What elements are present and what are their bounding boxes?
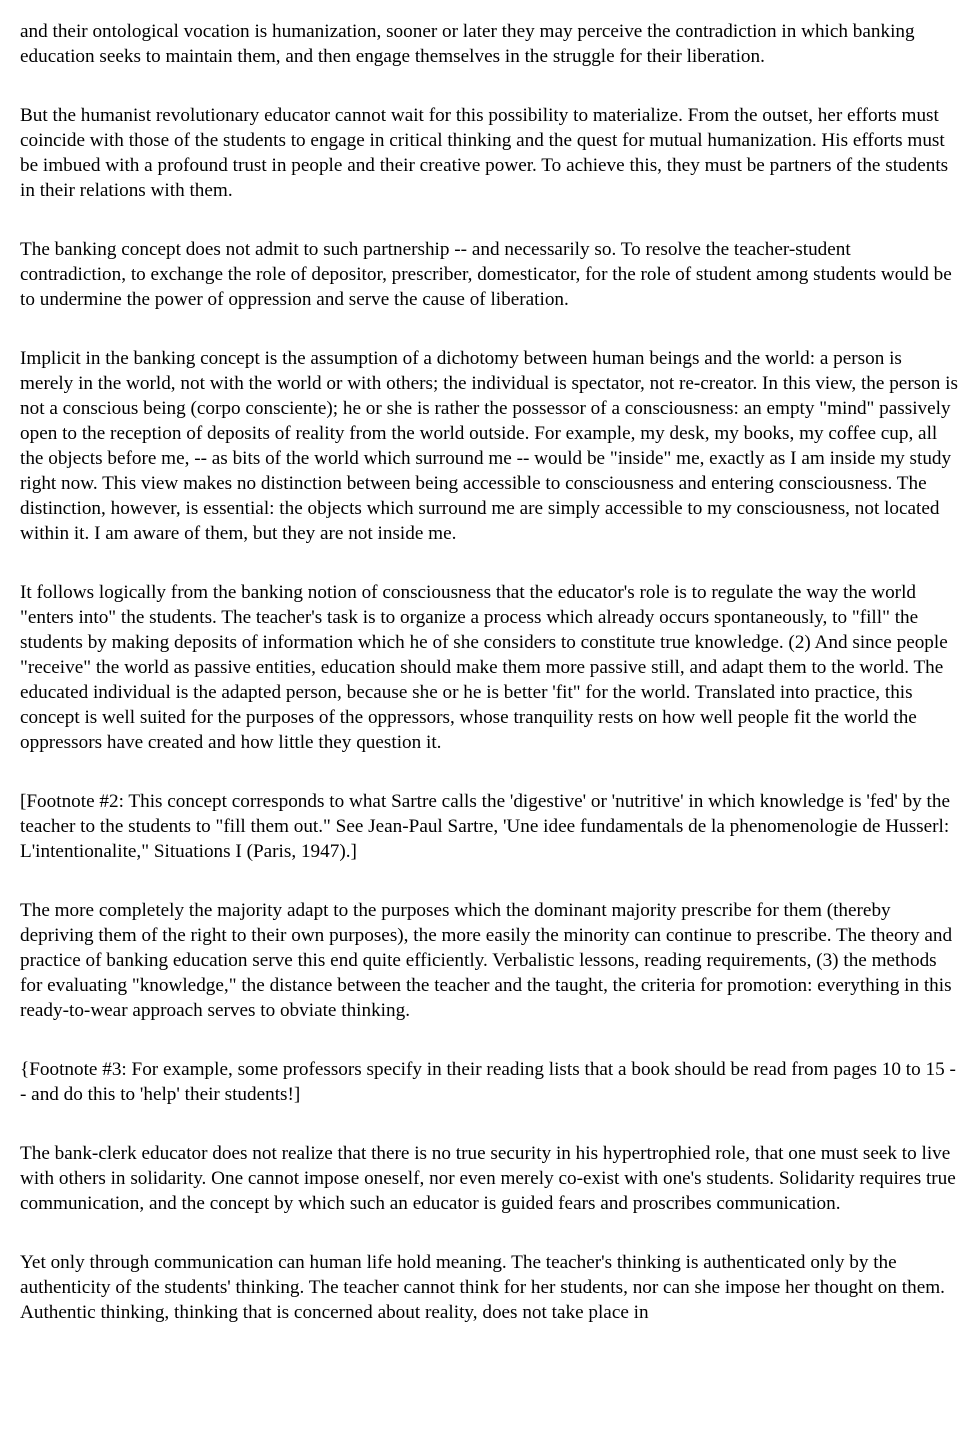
paragraph-8: Yet only through communication can human life hold meaning. The teacher's thinking is authenticated only by the authenticity of the students' thinking. The teacher cannot think for her students, nor can she impose her thought on them. Authentic thinking, thinking that is concerned about reality, does not take place in <box>20 1252 945 1323</box>
paragraph-6: The more completely the majority adapt to the purposes which the dominant majority prescribe for them (thereby depriving them of the right to their own purposes), the more easily the minority can continue to prescribe. The theory and practice of banking education serve this end quite efficiently. Verbalistic lessons, reading requirements, (3) the methods for evaluating "knowledge," the distance between the teacher and the taught, the criteria for promotion: everything in this ready-to-wear approach serves to obviate thinking. <box>20 900 953 1021</box>
paragraph-5: It follows logically from the banking notion of consciousness that the educator's role is to regulate the way the world "enters into" the students. The teacher's task is to organize a process which already occurs spontaneously, to "fill" the students by making deposits of information which he of she considers to constitute true knowledge. (2) And since people "receive" the world as passive entities, education should make them more passive still, and adapt them to the world. The educated individual is the adapted person, because she or he is better 'fit" for the world. Translated into practice, this concept is well suited for the purposes of the oppressors, whose tranquility rests on how well people fit the world the oppressors have created and how little they question it. <box>20 582 948 753</box>
paragraph-3: The banking concept does not admit to such partnership -- and necessarily so. To resolve the teacher-student contradiction, to exchange the role of depositor, prescriber, domesticator, for the role of student among students would be to undermine the power of oppression and serve the cause of liberation. <box>20 239 952 310</box>
paragraph-4: Implicit in the banking concept is the assumption of a dichotomy between human beings and the world: a person is merely in the world, not with the world or with others; the individual is spectator, not re-creator. In this view, the person is not a conscious being (corpo consciente); he or she is rather the possessor of a consciousness: an empty "mind" passively open to the reception of deposits of reality from the world outside. For example, my desk, my books, my coffee cup, all the objects before me, -- as bits of the world which surround me -- would be "inside" me, exactly as I am inside my study right now. This view makes no distinction between being accessible to consciousness and entering consciousness. The distinction, however, is essential: the objects which surround me are simply accessible to my consciousness, not located within it. I am aware of them, but they are not inside me. <box>20 348 958 544</box>
paragraph-1: and their ontological vocation is humanization, sooner or later they may perceive the contradiction in which banking education seeks to maintain them, and then engage themselves in the struggle for their liberation. <box>20 21 915 67</box>
footnote-2: [Footnote #2: This concept corresponds to what Sartre calls the 'digestive' or 'nutritive' in which knowledge is 'fed' by the teacher to the students to "fill them out." See Jean-Paul Sartre, 'Une idee fundamentals de la phenomenologie de Husserl: L'intentionalite," Situations I (Paris, 1947).] <box>20 791 950 862</box>
footnote-3: {Footnote #3: For example, some professors specify in their reading lists that a book should be read from pages 10 to 15 -- and do this to 'help' their students!] <box>20 1059 956 1105</box>
paragraph-2: But the humanist revolutionary educator cannot wait for this possibility to materialize. From the outset, her efforts must coincide with those of the students to engage in critical thinking and the quest for mutual humanization. His efforts must be imbued with a profound trust in people and their creative power. To achieve this, they must be partners of the students in their relations with them. <box>20 105 949 201</box>
paragraph-7: The bank-clerk educator does not realize that there is no true security in his hypertrophied role, that one must seek to live with others in solidarity. One cannot impose oneself, nor even merely co-exist with one's students. Solidarity requires true communication, and the concept by which such an educator is guided fears and proscribes communication. <box>20 1143 956 1214</box>
